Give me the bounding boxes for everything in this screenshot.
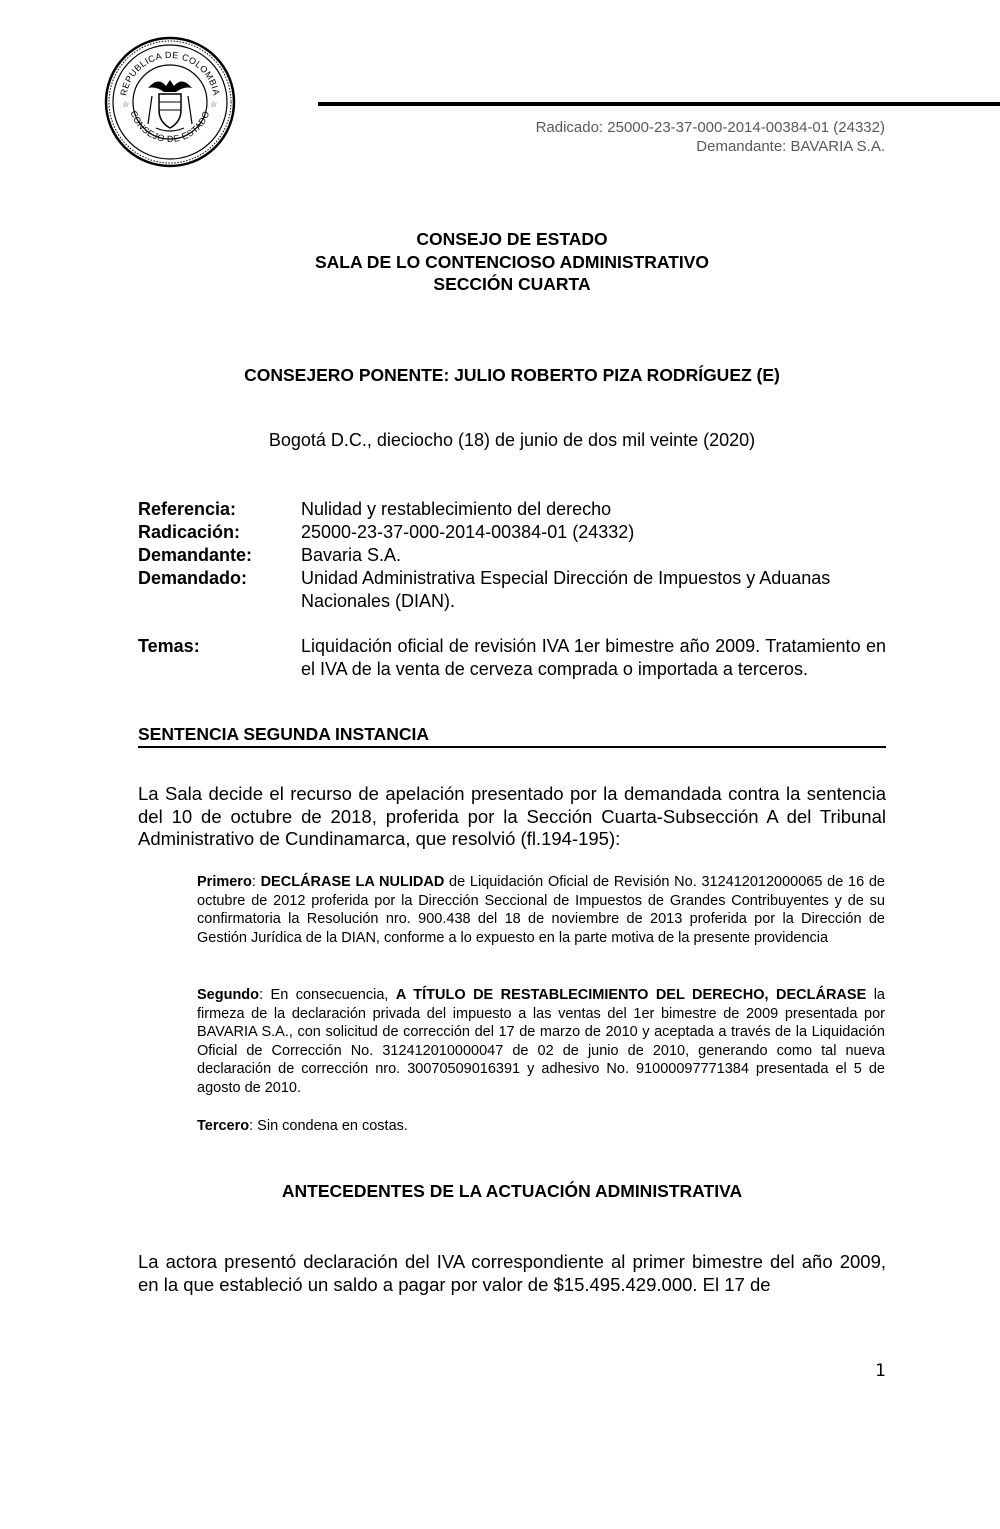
svg-text:☆: ☆ xyxy=(122,100,130,109)
temas-row xyxy=(138,635,886,681)
reference-row xyxy=(138,498,886,521)
tercero-label: Tercero xyxy=(197,1118,250,1134)
reference-label: Referencia: xyxy=(138,499,237,519)
svg-text:☆: ☆ xyxy=(210,100,218,109)
reference-row xyxy=(138,567,886,613)
reference-label: Radicación: xyxy=(138,522,241,542)
header-demandante: Demandante: BAVARIA S.A. xyxy=(696,138,885,155)
reference-value: Unidad Administrativa Especial Dirección de Impuestos y Aduanas Nacionales (DIAN). xyxy=(301,568,831,611)
court-title xyxy=(138,228,886,296)
court-title-line-2: SALA DE LO CONTENCIOSO ADMINISTRATIVO xyxy=(314,251,710,272)
segundo-text: la firmeza de la declaración privada del impuesto a las ventas del 1er bimestre de 2009 presentada por BAVARIA S.A., con solicitud de corrección del 17 de marzo de 2010 y aceptada a través de la Liquidación Oficial de Corrección No. 312412010000047 de 02 de junio de 2010, generando como tal nueva declaración de corrección nro. 30070509016391 y adhesivo No. 91000097771384 presentada el 5 de agosto de 2010. xyxy=(197,987,885,1096)
sentencia-heading: SENTENCIA SEGUNDA INSTANCIA xyxy=(138,724,886,748)
primero-label: Primero xyxy=(197,874,252,890)
resolutive-tercero xyxy=(197,1117,885,1136)
temas-label: Temas: xyxy=(138,636,200,656)
intro-paragraph: La Sala decide el recurso de apelación presentado por la demandada contra la sentencia del 10 de octubre de 2018, proferida por la Sección Cuarta-Subsección A del Tribunal Administrativo de Cundinamarca, que resolvió (fl.194-195): xyxy=(138,783,886,849)
page-number: 1 xyxy=(875,1361,886,1381)
court-title-line-1: CONSEJO DE ESTADO xyxy=(416,229,608,249)
court-title-line-3: SECCIÓN CUARTA xyxy=(433,274,591,294)
reference-table xyxy=(138,498,886,681)
tercero-text: : Sin condena en costas. xyxy=(249,1118,408,1134)
reference-label: Demandado: xyxy=(138,568,248,588)
primero-text: de Liquidación Oficial de Revisión No. 312412012000065 de 16 de octubre de 2012 proferida por la Dirección Seccional de Impuestos de Grandes Contribuyentes y de su confirmatoria la Resolución nro. 900.438 del 18 de noviembre de 2013 proferida por la Dirección de Gestión Jurídica de la DIAN, conforme a lo expuesto en la parte motiva de la presente providencia xyxy=(197,874,885,946)
primero-bold: DECLÁRASE LA NULIDAD xyxy=(260,874,445,890)
svg-text:CONSEJO DE ESTADO: CONSEJO DE ESTADO xyxy=(128,109,212,145)
resolutive-segundo xyxy=(197,986,885,1097)
reference-row xyxy=(138,521,886,544)
header-rule xyxy=(318,102,1000,106)
header-radicado: Radicado: 25000-23-37-000-2014-00384-01 (24332) xyxy=(535,119,885,136)
temas-value: Liquidación oficial de revisión IVA 1er bimestre año 2009. Tratamiento en el IVA de la venta de cerveza comprada o importada a terceros. xyxy=(301,636,886,679)
resolutive-primero xyxy=(197,873,885,947)
svg-text:REPUBLICA DE COLOMBIA: REPUBLICA DE COLOMBIA xyxy=(118,49,222,97)
segundo-separator: : En consecuencia, xyxy=(259,987,396,1003)
consejo-de-estado-seal xyxy=(104,36,236,168)
date-line: Bogotá D.C., dieciocho (18) de junio de dos mil veinte (2020) xyxy=(268,430,756,450)
antecedentes-paragraph: La actora presentó declaración del IVA correspondiente al primer bimestre del año 2009, en la que estableció un saldo a pagar por valor de $15.495.429.000. El 17 de xyxy=(138,1251,886,1295)
running-header xyxy=(536,118,885,156)
reference-label: Demandante: xyxy=(138,545,253,565)
antecedentes-heading: ANTECEDENTES DE LA ACTUACIÓN ADMINISTRATIVA xyxy=(281,1181,743,1201)
reference-value: 25000-23-37-000-2014-00384-01 (24332) xyxy=(301,522,635,542)
reference-row xyxy=(138,544,886,567)
reference-value: Bavaria S.A. xyxy=(301,545,402,565)
segundo-label: Segundo xyxy=(197,987,260,1003)
segundo-bold: A TÍTULO DE RESTABLECIMIENTO DEL DERECHO, DECLÁRASE xyxy=(395,987,867,1003)
primero-separator: : xyxy=(251,874,261,890)
reference-value: Nulidad y restablecimiento del derecho xyxy=(301,499,612,519)
consejero-ponente: CONSEJERO PONENTE: JULIO ROBERTO PIZA RODRÍGUEZ (E) xyxy=(244,365,780,385)
